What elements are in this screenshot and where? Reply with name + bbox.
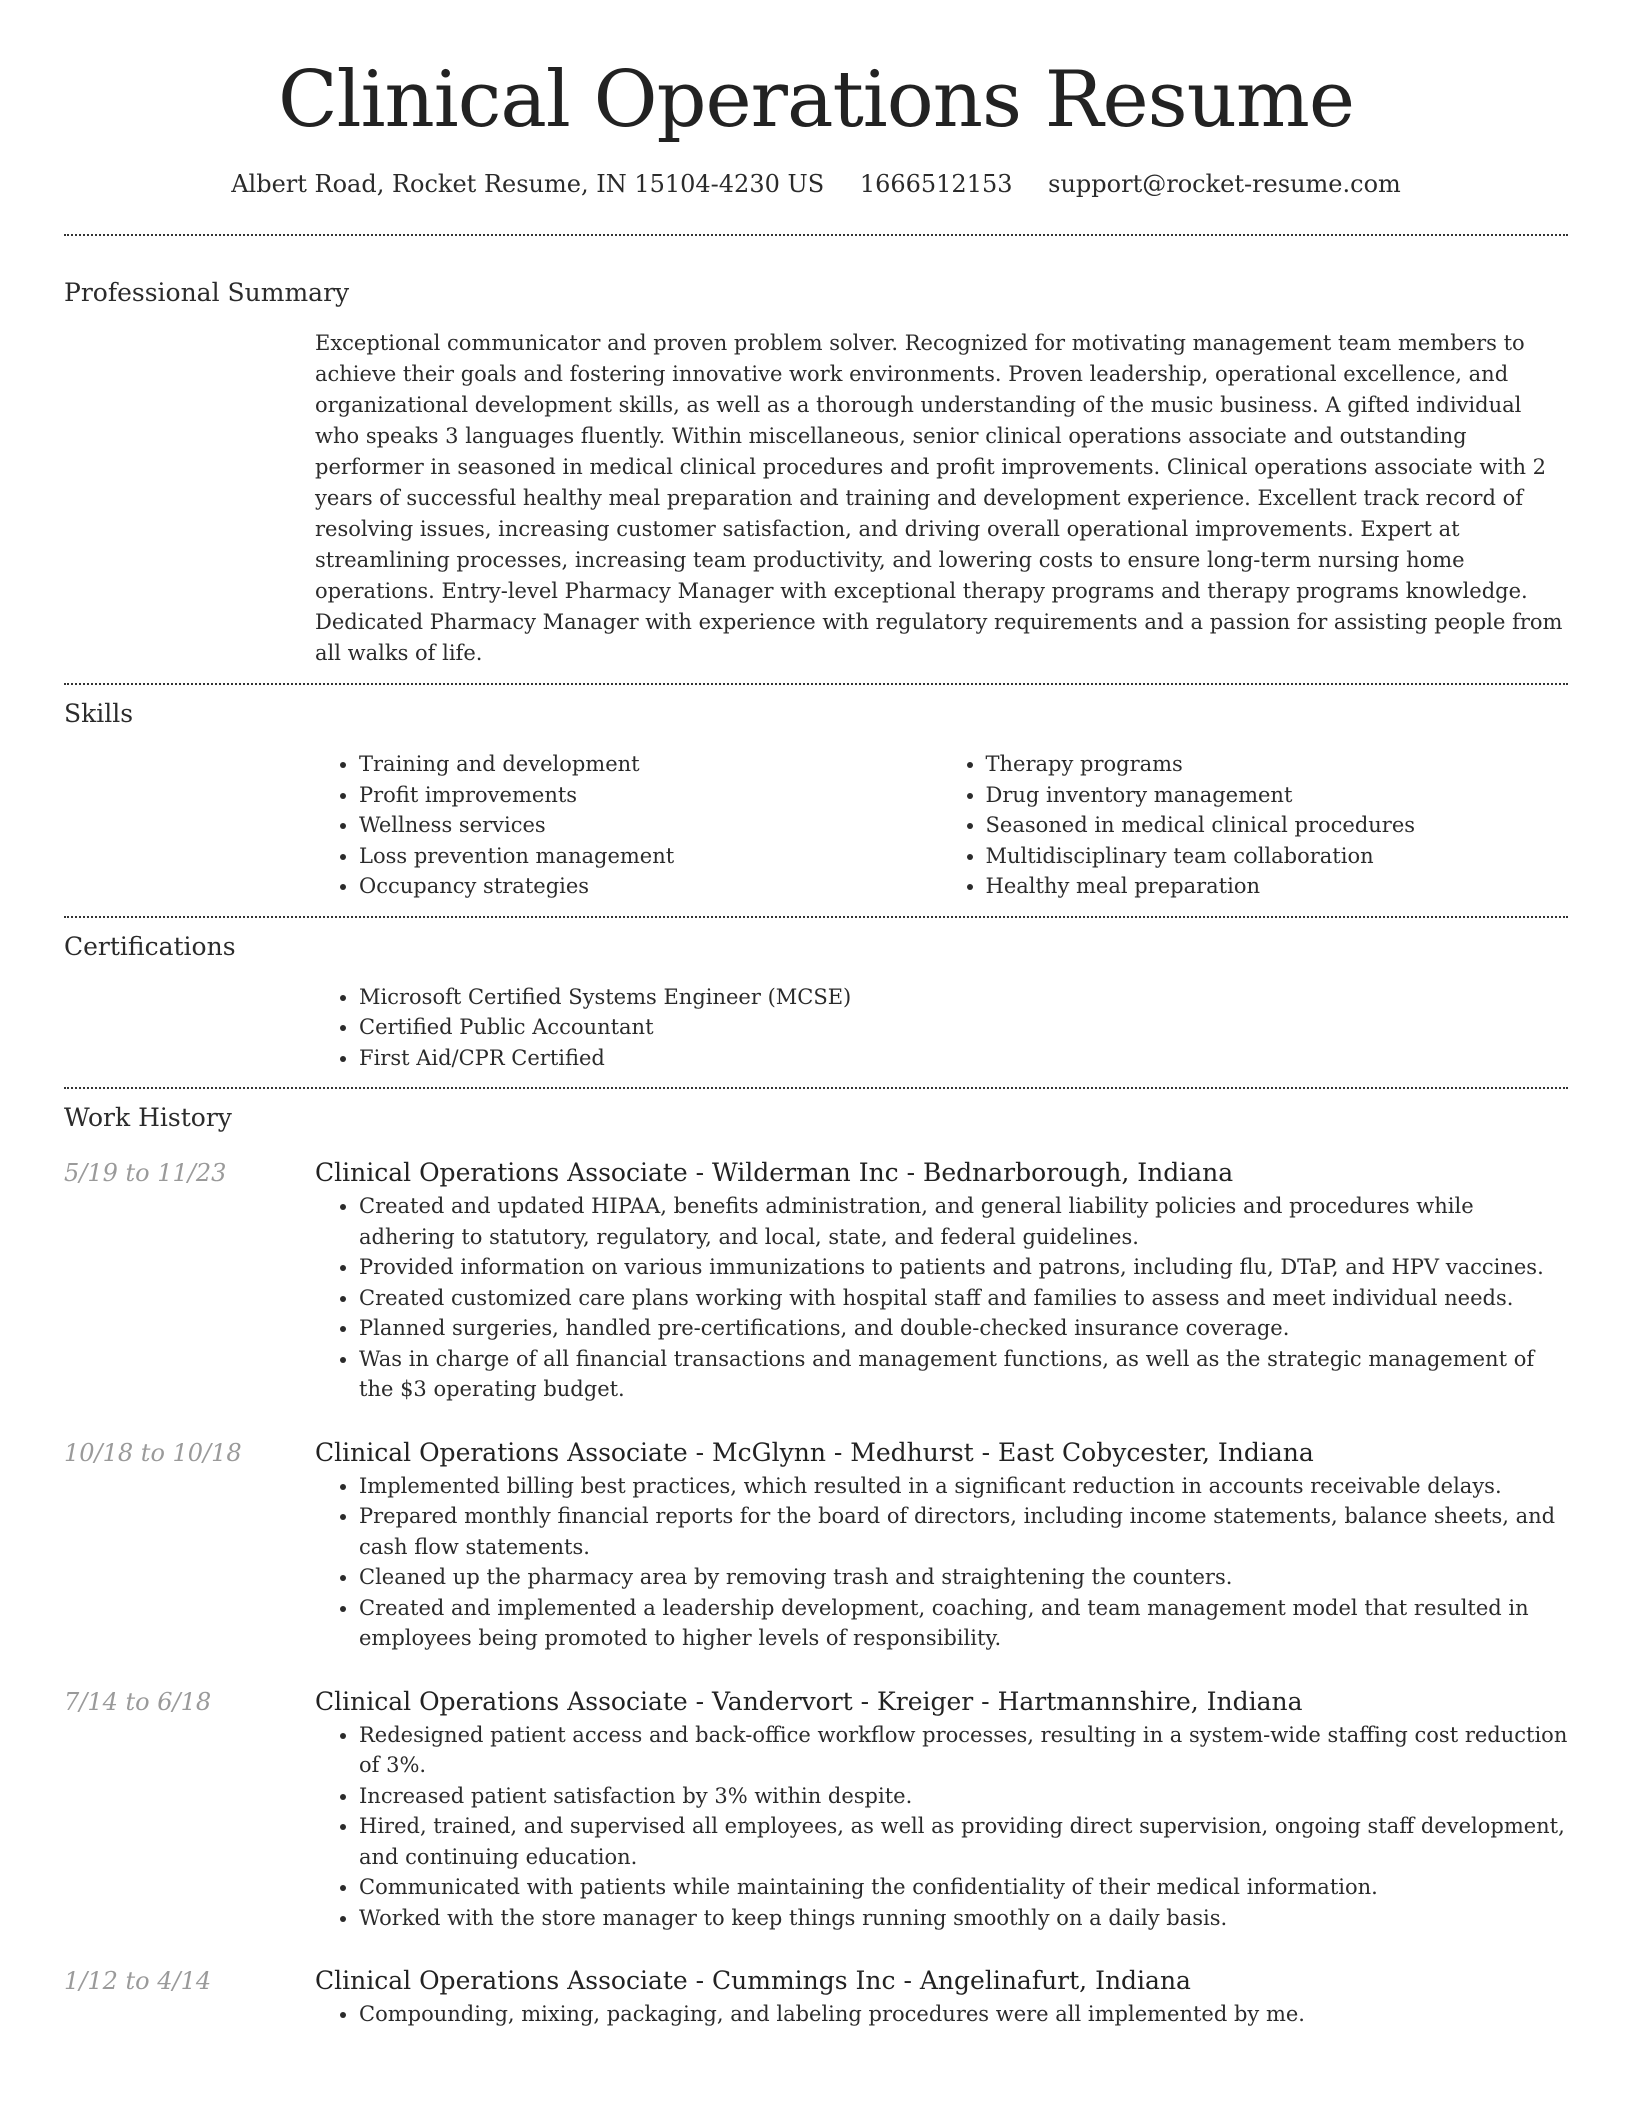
certifications-heading: Certifications: [64, 931, 236, 961]
list-item: • Training and development: [359, 749, 942, 780]
job-bullets: [315, 1999, 1568, 2030]
list-item: • Wellness services: [359, 810, 942, 841]
list-item: • Increased patient satisfaction by 3% within despite.: [359, 1781, 1568, 1812]
summary-section: [64, 276, 1568, 669]
list-item: • Implemented billing best practices, which resulted in a significant reduction in accounts receivable delays.: [359, 1471, 1568, 1502]
skills-heading: Skills: [64, 699, 134, 728]
list-item: • Was in charge of all financial transactions and management functions, as well as the strategic management of the $3 operating budget.: [359, 1344, 1568, 1405]
list-item: • Drug inventory management: [986, 780, 1569, 811]
certifications-body: [315, 982, 1568, 1074]
job-details: [315, 1155, 1568, 1405]
job-details: [315, 1963, 1568, 2030]
skills-section: [64, 697, 1568, 902]
work-section: [64, 1101, 1568, 2030]
divider: [64, 1087, 1568, 1089]
list-item: • Occupancy strategies: [359, 871, 942, 902]
list-item: • Compounding, mixing, packaging, and labeling procedures were all implemented by me.: [359, 1999, 1568, 2030]
list-item: • Redesigned patient access and back-office workflow processes, resulting in a system-wide staffing cost reduction of 3%.: [359, 1720, 1568, 1781]
job-dates: 10/18 to 10/18: [64, 1438, 242, 1467]
list-item: • Created customized care plans working with hospital staff and families to assess and meet individual needs.: [359, 1283, 1568, 1314]
job-title: Clinical Operations Associate - McGlynn - Medhurst - East Cobycester, Indiana: [315, 1437, 1314, 1467]
summary-body: [315, 328, 1568, 669]
list-item: • Communicated with patients while maintaining the confidentiality of their medical information.: [359, 1872, 1568, 1903]
job-title: Clinical Operations Associate - Wilderman Inc - Bednarborough, Indiana: [315, 1158, 1234, 1187]
list-item: • Multidisciplinary team collaboration: [986, 841, 1569, 872]
list-item: • Prepared monthly financial reports for the board of directors, including income statements, balance sheets, and cash flow statements.: [359, 1501, 1568, 1562]
list-item: • Cleaned up the pharmacy area by removing trash and straightening the counters.: [359, 1562, 1568, 1593]
skills-list-right: [942, 749, 1569, 902]
list-item: • Provided information on various immunizations to patients and patrons, including flu, DTaP, and HPV vaccines.: [359, 1252, 1568, 1283]
contact-phone: 1666512153: [859, 170, 1013, 198]
list-item: • First Aid/CPR Certified: [359, 1043, 1568, 1074]
job-bullets: [315, 1720, 1568, 1934]
contact-address: Albert Road, Rocket Resume, IN 15104-4230 US: [231, 170, 825, 198]
list-item: • Seasoned in medical clinical procedures: [986, 810, 1569, 841]
list-item: • Planned surgeries, handled pre-certifications, and double-checked insurance coverage.: [359, 1313, 1568, 1344]
job-dates: 1/12 to 4/14: [64, 1967, 212, 1995]
summary-heading: Professional Summary: [64, 278, 350, 307]
job-details: [315, 1435, 1568, 1654]
list-item: • Created and implemented a leadership development, coaching, and team management model that resulted in employees being promoted to higher levels of responsibility.: [359, 1593, 1568, 1654]
certifications-list: [315, 982, 1568, 1074]
job-title: Clinical Operations Associate - Cummings Inc - Angelinafurt, Indiana: [315, 1966, 1191, 1995]
job-entry: [64, 1684, 1568, 1934]
job-bullets: [315, 1471, 1568, 1654]
work-heading: Work History: [64, 1103, 232, 1132]
job-dates: 7/14 to 6/18: [64, 1687, 212, 1716]
skills-list-left: [315, 749, 942, 902]
list-item: • Worked with the store manager to keep things running smoothly on a daily basis.: [359, 1903, 1568, 1934]
list-item: • Loss prevention management: [359, 841, 942, 872]
job-entry: [64, 1155, 1568, 1405]
job-details: [315, 1684, 1568, 1934]
summary-text: Exceptional communicator and proven problem solver. Recognized for motivating management team members to achieve their goals and fostering innovative work environments. Proven leadership, operational excellence, and organizational development skills, as well as a thorough understanding of the music business. A gifted individual who speaks 3 languages fluently. Within miscellaneous, senior clinical operations associate and outstanding performer in seasoned in medical clinical procedures and profit improvements. Clinical operations associate with 2 years of successful healthy meal preparation and training and development experience. Excellent track record of resolving issues, increasing customer satisfaction, and driving overall operational improvements. Expert at streamlining processes, increasing team productivity, and lowering costs to ensure long-term nursing home operations. Entry-level Pharmacy Manager with exceptional therapy programs and therapy programs knowledge. Dedicated Pharmacy Manager with experience with regulatory requirements and a passion for assisting people from all walks of life.: [315, 331, 1563, 665]
job-bullets: [315, 1191, 1568, 1405]
list-item: • Microsoft Certified Systems Engineer (MCSE): [359, 982, 1568, 1013]
divider: [64, 234, 1568, 236]
list-item: • Healthy meal preparation: [986, 871, 1569, 902]
skills-body: [315, 749, 1568, 902]
job-entry: [64, 1963, 1568, 2030]
resume-page: [64, 0, 1568, 2030]
contact-line: [64, 168, 1568, 200]
list-item: • Profit improvements: [359, 780, 942, 811]
job-dates: 5/19 to 11/23: [64, 1159, 227, 1187]
list-item: • Therapy programs: [986, 749, 1569, 780]
resume-title: Clinical Operations Resume: [277, 55, 1355, 145]
job-entry: [64, 1435, 1568, 1654]
divider: [64, 683, 1568, 685]
list-item: • Created and updated HIPAA, benefits administration, and general liability policies and procedures while adhering to statutory, regulatory, and local, state, and federal guidelines.: [359, 1191, 1568, 1252]
list-item: • Hired, trained, and supervised all employees, as well as providing direct supervision, ongoing staff development, and continuing education.: [359, 1811, 1568, 1872]
job-title: Clinical Operations Associate - Vandervort - Kreiger - Hartmannshire, Indiana: [315, 1686, 1303, 1716]
list-item: • Certified Public Accountant: [359, 1012, 1568, 1043]
certifications-section: [64, 930, 1568, 1074]
divider: [64, 916, 1568, 918]
contact-email: support@rocket-resume.com: [1048, 170, 1401, 198]
